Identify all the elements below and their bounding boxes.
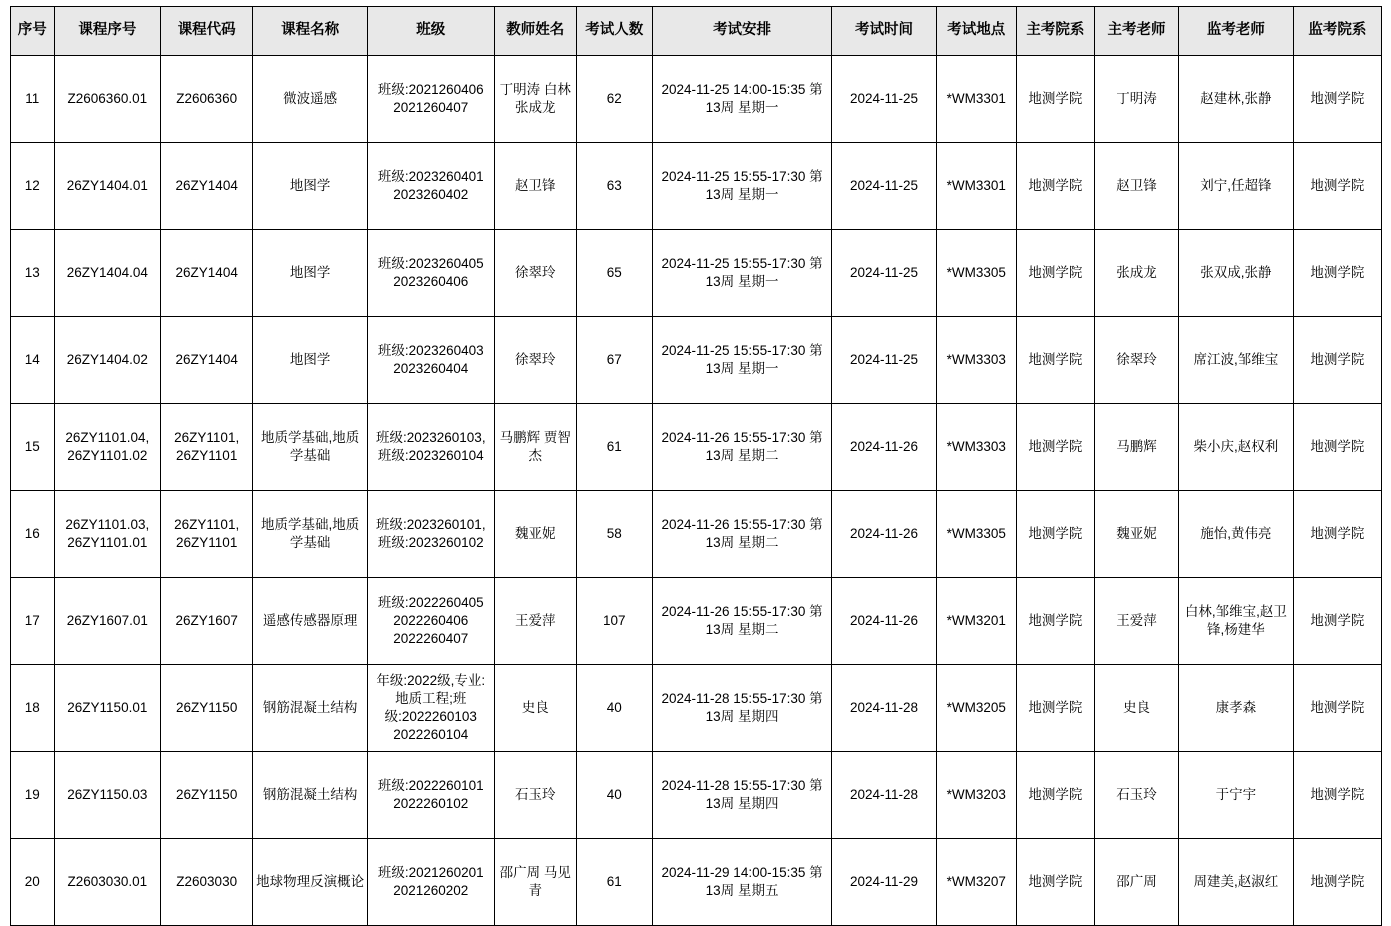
cell-chief-teacher: 史良 <box>1094 665 1178 752</box>
cell-seq: 14 <box>11 317 55 404</box>
table-row <box>11 839 1382 926</box>
cell-proctor-dept: 地测学院 <box>1293 491 1381 578</box>
cell-teacher: 赵卫锋 <box>494 143 576 230</box>
cell-teacher: 徐翠玲 <box>494 317 576 404</box>
cell-teacher: 徐翠玲 <box>494 230 576 317</box>
cell-seq: 13 <box>11 230 55 317</box>
cell-count: 61 <box>576 404 652 491</box>
cell-location: *WM3303 <box>936 317 1016 404</box>
cell-arrangement: 2024-11-26 15:55-17:30 第13周 星期二 <box>652 578 831 665</box>
cell-chief-dept: 地测学院 <box>1016 752 1094 839</box>
cell-chief-dept: 地测学院 <box>1016 230 1094 317</box>
cell-seq: 11 <box>11 56 55 143</box>
cell-course-no: 26ZY1404.02 <box>54 317 160 404</box>
cell-location: *WM3305 <box>936 491 1016 578</box>
cell-proctor-dept: 地测学院 <box>1293 752 1381 839</box>
cell-proctor-dept: 地测学院 <box>1293 839 1381 926</box>
column-header-course-code: 课程代码 <box>161 7 253 56</box>
cell-count: 63 <box>576 143 652 230</box>
cell-class: 班级:2023260401 2023260402 <box>367 143 494 230</box>
table-row <box>11 230 1382 317</box>
cell-seq: 19 <box>11 752 55 839</box>
cell-course-name: 钢筋混凝土结构 <box>253 752 368 839</box>
cell-teacher: 魏亚妮 <box>494 491 576 578</box>
cell-location: *WM3207 <box>936 839 1016 926</box>
cell-course-name: 地图学 <box>253 143 368 230</box>
cell-proctor-dept: 地测学院 <box>1293 404 1381 491</box>
cell-course-code: 26ZY1101, 26ZY1101 <box>161 404 253 491</box>
cell-proctor-dept: 地测学院 <box>1293 578 1381 665</box>
table-row <box>11 578 1382 665</box>
cell-class: 班级:2021260201 2021260202 <box>367 839 494 926</box>
cell-chief-teacher: 石玉玲 <box>1094 752 1178 839</box>
cell-chief-dept: 地测学院 <box>1016 56 1094 143</box>
cell-course-code: 26ZY1404 <box>161 143 253 230</box>
cell-proctor: 张双成,张静 <box>1179 230 1294 317</box>
column-header-arrangement: 考试安排 <box>652 7 831 56</box>
cell-count: 40 <box>576 752 652 839</box>
cell-course-code: Z2606360 <box>161 56 253 143</box>
column-header-proctor: 监考老师 <box>1179 7 1294 56</box>
cell-class: 班级:2022260405 2022260406 2022260407 <box>367 578 494 665</box>
cell-arrangement: 2024-11-28 15:55-17:30 第13周 星期四 <box>652 752 831 839</box>
cell-location: *WM3203 <box>936 752 1016 839</box>
column-header-course-no: 课程序号 <box>54 7 160 56</box>
cell-proctor: 席江波,邹维宝 <box>1179 317 1294 404</box>
cell-proctor: 周建美,赵淑红 <box>1179 839 1294 926</box>
cell-exam-date: 2024-11-26 <box>832 578 936 665</box>
cell-count: 61 <box>576 839 652 926</box>
column-header-seq: 序号 <box>11 7 55 56</box>
cell-exam-date: 2024-11-25 <box>832 56 936 143</box>
column-header-chief-dept: 主考院系 <box>1016 7 1094 56</box>
cell-class: 班级:2023260403 2023260404 <box>367 317 494 404</box>
cell-proctor-dept: 地测学院 <box>1293 143 1381 230</box>
cell-arrangement: 2024-11-25 15:55-17:30 第13周 星期一 <box>652 317 831 404</box>
cell-seq: 15 <box>11 404 55 491</box>
cell-course-code: 26ZY1150 <box>161 665 253 752</box>
table-header <box>11 7 1382 56</box>
cell-course-name: 地质学基础,地质学基础 <box>253 404 368 491</box>
cell-teacher: 石玉玲 <box>494 752 576 839</box>
cell-location: *WM3205 <box>936 665 1016 752</box>
cell-chief-dept: 地测学院 <box>1016 578 1094 665</box>
cell-class: 班级:2022260101 2022260102 <box>367 752 494 839</box>
cell-proctor-dept: 地测学院 <box>1293 665 1381 752</box>
cell-seq: 20 <box>11 839 55 926</box>
table-row <box>11 56 1382 143</box>
cell-course-no: 26ZY1607.01 <box>54 578 160 665</box>
exam-schedule-table <box>10 6 1382 926</box>
cell-chief-teacher: 徐翠玲 <box>1094 317 1178 404</box>
cell-course-code: 26ZY1404 <box>161 317 253 404</box>
cell-class: 班级:2023260101,班级:2023260102 <box>367 491 494 578</box>
cell-arrangement: 2024-11-25 15:55-17:30 第13周 星期一 <box>652 143 831 230</box>
cell-proctor: 于宁宇 <box>1179 752 1294 839</box>
cell-chief-teacher: 赵卫锋 <box>1094 143 1178 230</box>
cell-teacher: 史良 <box>494 665 576 752</box>
cell-chief-dept: 地测学院 <box>1016 491 1094 578</box>
cell-arrangement: 2024-11-26 15:55-17:30 第13周 星期二 <box>652 404 831 491</box>
cell-course-name: 遥感传感器原理 <box>253 578 368 665</box>
cell-teacher: 丁明涛 白林 张成龙 <box>494 56 576 143</box>
cell-location: *WM3201 <box>936 578 1016 665</box>
column-header-teacher: 教师姓名 <box>494 7 576 56</box>
table-body <box>11 56 1382 926</box>
cell-course-code: Z2603030 <box>161 839 253 926</box>
cell-count: 40 <box>576 665 652 752</box>
cell-location: *WM3301 <box>936 143 1016 230</box>
cell-course-no: Z2606360.01 <box>54 56 160 143</box>
cell-arrangement: 2024-11-25 15:55-17:30 第13周 星期一 <box>652 230 831 317</box>
cell-chief-teacher: 丁明涛 <box>1094 56 1178 143</box>
cell-proctor: 刘宁,任超锋 <box>1179 143 1294 230</box>
cell-course-no: Z2603030.01 <box>54 839 160 926</box>
table-row <box>11 752 1382 839</box>
cell-teacher: 马鹏辉 贾智杰 <box>494 404 576 491</box>
cell-exam-date: 2024-11-26 <box>832 404 936 491</box>
cell-course-no: 26ZY1150.01 <box>54 665 160 752</box>
cell-class: 年级:2022级,专业:地质工程;班级:2022260103 2022260104 <box>367 665 494 752</box>
cell-arrangement: 2024-11-29 14:00-15:35 第13周 星期五 <box>652 839 831 926</box>
cell-class: 班级:2021260406 2021260407 <box>367 56 494 143</box>
cell-location: *WM3301 <box>936 56 1016 143</box>
cell-exam-date: 2024-11-28 <box>832 752 936 839</box>
cell-course-name: 地图学 <box>253 317 368 404</box>
cell-location: *WM3305 <box>936 230 1016 317</box>
cell-chief-teacher: 王爱萍 <box>1094 578 1178 665</box>
cell-exam-date: 2024-11-25 <box>832 143 936 230</box>
cell-teacher: 邵广周 马见青 <box>494 839 576 926</box>
cell-proctor-dept: 地测学院 <box>1293 56 1381 143</box>
cell-proctor-dept: 地测学院 <box>1293 230 1381 317</box>
cell-teacher: 王爱萍 <box>494 578 576 665</box>
cell-seq: 18 <box>11 665 55 752</box>
cell-arrangement: 2024-11-28 15:55-17:30 第13周 星期四 <box>652 665 831 752</box>
cell-chief-dept: 地测学院 <box>1016 665 1094 752</box>
cell-exam-date: 2024-11-25 <box>832 317 936 404</box>
cell-proctor: 康孝森 <box>1179 665 1294 752</box>
cell-course-name: 地图学 <box>253 230 368 317</box>
table-row <box>11 404 1382 491</box>
cell-arrangement: 2024-11-25 14:00-15:35 第13周 星期一 <box>652 56 831 143</box>
cell-proctor-dept: 地测学院 <box>1293 317 1381 404</box>
cell-count: 65 <box>576 230 652 317</box>
cell-course-no: 26ZY1404.01 <box>54 143 160 230</box>
column-header-exam-date: 考试时间 <box>832 7 936 56</box>
table-row <box>11 317 1382 404</box>
cell-exam-date: 2024-11-28 <box>832 665 936 752</box>
table-row <box>11 491 1382 578</box>
cell-location: *WM3303 <box>936 404 1016 491</box>
cell-exam-date: 2024-11-29 <box>832 839 936 926</box>
cell-arrangement: 2024-11-26 15:55-17:30 第13周 星期二 <box>652 491 831 578</box>
table-row <box>11 665 1382 752</box>
column-header-class: 班级 <box>367 7 494 56</box>
cell-count: 62 <box>576 56 652 143</box>
cell-proctor: 白林,邹维宝,赵卫锋,杨建华 <box>1179 578 1294 665</box>
cell-course-no: 26ZY1404.04 <box>54 230 160 317</box>
cell-proctor: 赵建林,张静 <box>1179 56 1294 143</box>
cell-count: 107 <box>576 578 652 665</box>
cell-chief-dept: 地测学院 <box>1016 143 1094 230</box>
cell-count: 67 <box>576 317 652 404</box>
table-row <box>11 143 1382 230</box>
cell-chief-teacher: 魏亚妮 <box>1094 491 1178 578</box>
column-header-proctor-dept: 监考院系 <box>1293 7 1381 56</box>
cell-course-code: 26ZY1150 <box>161 752 253 839</box>
cell-chief-teacher: 张成龙 <box>1094 230 1178 317</box>
cell-course-no: 26ZY1150.03 <box>54 752 160 839</box>
cell-seq: 17 <box>11 578 55 665</box>
cell-course-name: 地球物理反演概论 <box>253 839 368 926</box>
cell-proctor: 施怡,黄伟亮 <box>1179 491 1294 578</box>
cell-class: 班级:2023260405 2023260406 <box>367 230 494 317</box>
column-header-course-name: 课程名称 <box>253 7 368 56</box>
cell-class: 班级:2023260103,班级:2023260104 <box>367 404 494 491</box>
cell-course-name: 微波遥感 <box>253 56 368 143</box>
cell-chief-teacher: 邵广周 <box>1094 839 1178 926</box>
cell-course-code: 26ZY1607 <box>161 578 253 665</box>
cell-course-no: 26ZY1101.03, 26ZY1101.01 <box>54 491 160 578</box>
cell-seq: 12 <box>11 143 55 230</box>
column-header-location: 考试地点 <box>936 7 1016 56</box>
cell-course-name: 地质学基础,地质学基础 <box>253 491 368 578</box>
cell-chief-dept: 地测学院 <box>1016 317 1094 404</box>
cell-course-code: 26ZY1404 <box>161 230 253 317</box>
cell-chief-dept: 地测学院 <box>1016 839 1094 926</box>
table-header-row <box>11 7 1382 56</box>
cell-course-code: 26ZY1101, 26ZY1101 <box>161 491 253 578</box>
cell-exam-date: 2024-11-26 <box>832 491 936 578</box>
column-header-chief-teacher: 主考老师 <box>1094 7 1178 56</box>
column-header-count: 考试人数 <box>576 7 652 56</box>
cell-course-no: 26ZY1101.04, 26ZY1101.02 <box>54 404 160 491</box>
cell-course-name: 钢筋混凝土结构 <box>253 665 368 752</box>
cell-seq: 16 <box>11 491 55 578</box>
cell-chief-dept: 地测学院 <box>1016 404 1094 491</box>
cell-chief-teacher: 马鹏辉 <box>1094 404 1178 491</box>
cell-proctor: 柴小庆,赵权利 <box>1179 404 1294 491</box>
cell-count: 58 <box>576 491 652 578</box>
cell-exam-date: 2024-11-25 <box>832 230 936 317</box>
